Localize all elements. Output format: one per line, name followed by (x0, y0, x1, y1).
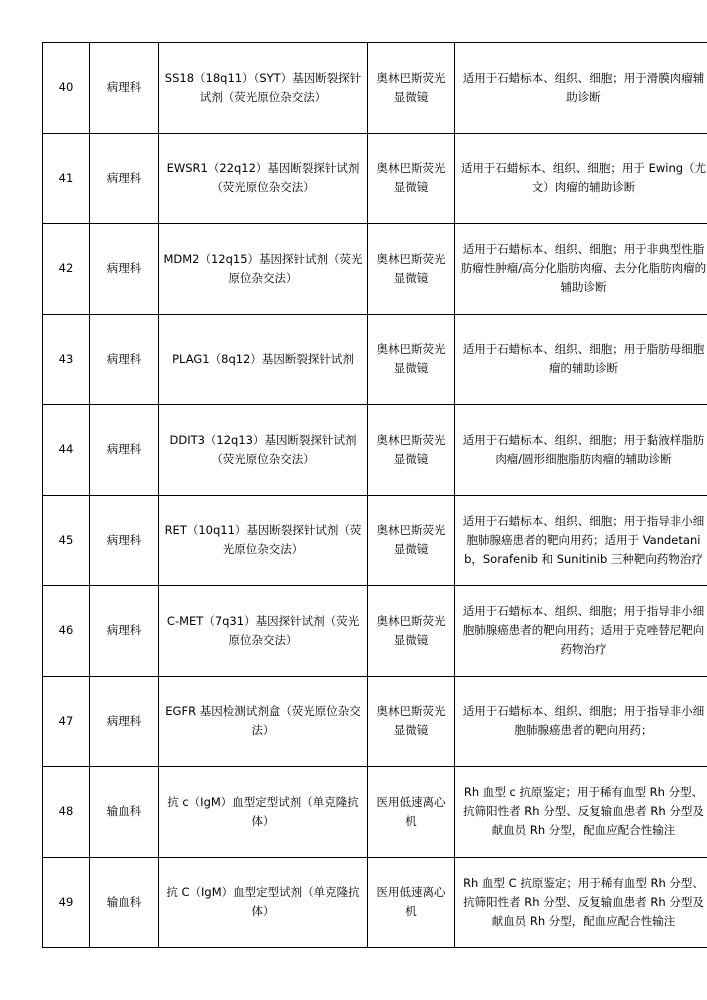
department-cell: 病理科 (90, 495, 159, 586)
table-row (43, 43, 707, 134)
instrument-cell: 奥林巴斯荧光显微镜 (368, 314, 455, 405)
instrument-cell: 奥林巴斯荧光显微镜 (368, 676, 455, 767)
row-number-cell: 43 (43, 314, 90, 405)
department-cell: 病理科 (90, 676, 159, 767)
reagent-name-cell: DDIT3（12q13）基因断裂探针试剂（荧光原位杂交法） (159, 405, 368, 496)
table-row (43, 767, 707, 858)
reagent-name-cell: C-MET（7q31）基因探针试剂（荧光原位杂交法） (159, 586, 368, 677)
row-number-cell: 41 (43, 133, 90, 224)
instrument-cell: 奥林巴斯荧光显微镜 (368, 224, 455, 315)
usage-cell: 适用于石蜡标本、组织、细胞；用于非典型性脂肪瘤性肿瘤/高分化脂肪肉瘤、去分化脂肪肉瘤的辅助诊断 (455, 224, 707, 315)
department-cell: 病理科 (90, 43, 159, 134)
reagent-name-cell: SS18（18q11）（SYT）基因断裂探针试剂（荧光原位杂交法） (159, 43, 368, 134)
table-row (43, 676, 707, 767)
reagent-name-cell: PLAG1（8q12）基因断裂探针试剂 (159, 314, 368, 405)
row-number-cell: 49 (43, 857, 90, 948)
department-cell: 病理科 (90, 314, 159, 405)
reagent-name-cell: MDM2（12q15）基因探针试剂（荧光原位杂交法） (159, 224, 368, 315)
usage-cell: 适用于石蜡标本、组织、细胞；用于黏液样脂肪肉瘤/圆形细胞脂肪肉瘤的辅助诊断 (455, 405, 707, 496)
department-cell: 病理科 (90, 224, 159, 315)
row-number-cell: 42 (43, 224, 90, 315)
reagent-name-cell: 抗 C（IgM）血型定型试剂（单克隆抗体） (159, 857, 368, 948)
row-number-cell: 46 (43, 586, 90, 677)
row-number-cell: 44 (43, 405, 90, 496)
table-row (43, 586, 707, 677)
reagent-name-cell: RET（10q11）基因断裂探针试剂（荧光原位杂交法） (159, 495, 368, 586)
instrument-cell: 奥林巴斯荧光显微镜 (368, 43, 455, 134)
usage-cell: 适用于石蜡标本、组织、细胞；用于指导非小细胞肺腺癌患者的靶向用药；适用于克唑替尼靶向药物治疗 (455, 586, 707, 677)
reagent-name-cell: 抗 c（IgM）血型定型试剂（单克隆抗体） (159, 767, 368, 858)
reagent-name-cell: EGFR 基因检测试剂盒（荧光原位杂交法） (159, 676, 368, 767)
row-number-cell: 47 (43, 676, 90, 767)
usage-cell: 适用于石蜡标本、组织、细胞；用于脂肪母细胞瘤的辅助诊断 (455, 314, 707, 405)
instrument-cell: 奥林巴斯荧光显微镜 (368, 133, 455, 224)
table-row (43, 314, 707, 405)
instrument-cell: 医用低速离心机 (368, 857, 455, 948)
usage-cell: 适用于石蜡标本、组织、细胞；用于 Ewing（尤文）肉瘤的辅助诊断 (455, 133, 707, 224)
table-row (43, 857, 707, 948)
usage-cell: 适用于石蜡标本、组织、细胞；用于滑膜肉瘤辅助诊断 (455, 43, 707, 134)
department-cell: 病理科 (90, 586, 159, 677)
table-row (43, 405, 707, 496)
table-row (43, 133, 707, 224)
table-row (43, 224, 707, 315)
department-cell: 输血科 (90, 767, 159, 858)
reagent-table-page (42, 42, 707, 948)
instrument-cell: 医用低速离心机 (368, 767, 455, 858)
usage-cell: Rh 血型 c 抗原鉴定；用于稀有血型 Rh 分型、抗筛阳性者 Rh 分型、反复输血患者 Rh 分型及献血员 Rh 分型，配血应配合性输注 (455, 767, 707, 858)
reagent-table (42, 42, 707, 948)
instrument-cell: 奥林巴斯荧光显微镜 (368, 495, 455, 586)
row-number-cell: 48 (43, 767, 90, 858)
instrument-cell: 奥林巴斯荧光显微镜 (368, 586, 455, 677)
row-number-cell: 45 (43, 495, 90, 586)
department-cell: 病理科 (90, 133, 159, 224)
department-cell: 病理科 (90, 405, 159, 496)
usage-cell: 适用于石蜡标本、组织、细胞；用于指导非小细胞肺腺癌患者的靶向用药；适用于 Vandetanib，Sorafenib 和 Sunitinib 三种靶向药物治疗 (455, 495, 707, 586)
department-cell: 输血科 (90, 857, 159, 948)
row-number-cell: 40 (43, 43, 90, 134)
instrument-cell: 奥林巴斯荧光显微镜 (368, 405, 455, 496)
usage-cell: 适用于石蜡标本、组织、细胞；用于指导非小细胞肺腺癌患者的靶向用药； (455, 676, 707, 767)
table-row (43, 495, 707, 586)
table-body (43, 43, 707, 948)
reagent-name-cell: EWSR1（22q12）基因断裂探针试剂（荧光原位杂交法） (159, 133, 368, 224)
usage-cell: Rh 血型 C 抗原鉴定；用于稀有血型 Rh 分型、抗筛阳性者 Rh 分型、反复输血患者 Rh 分型及献血员 Rh 分型，配血应配合性输注 (455, 857, 707, 948)
